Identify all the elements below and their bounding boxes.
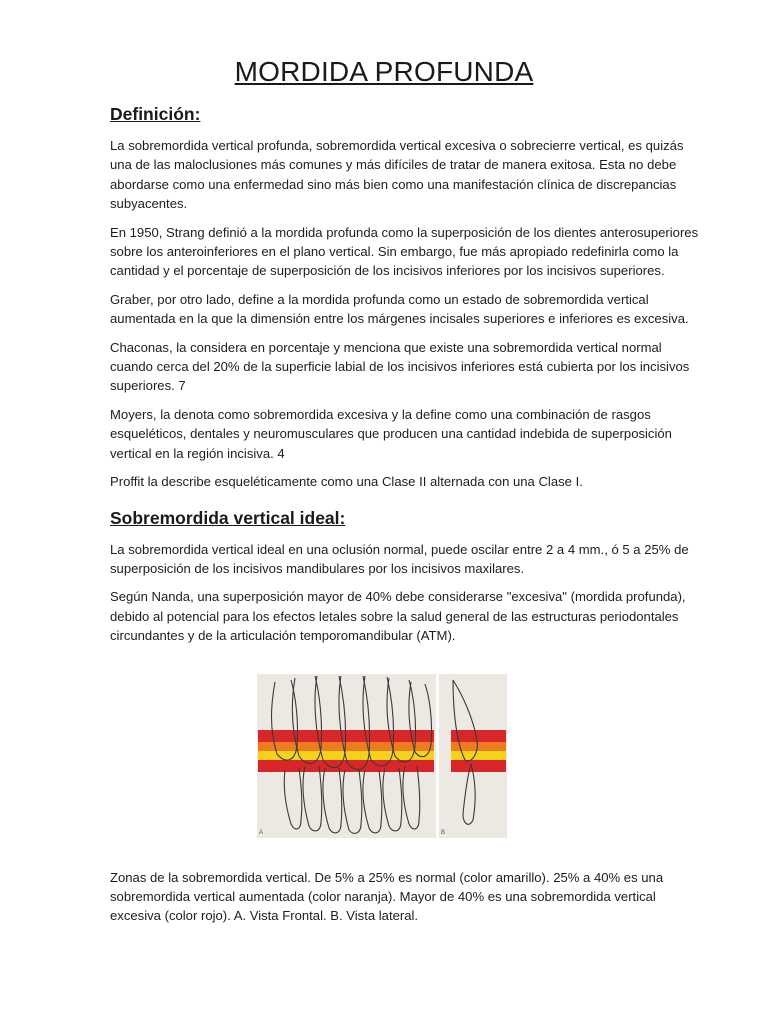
panel-a-label: A	[259, 829, 264, 836]
paragraph: Según Nanda, una superposición mayor de 40% debe considerarse "excesiva" (mordida profunda), debido al potencial para los efectos letales sobre la salud general de las estructuras periodontales circundantes y de la articulación temporomandibular (ATM).	[110, 589, 686, 644]
paragraph: Moyers, la denota como sobremordida excesiva y la define como una combinación de rasgos esqueléticos, dentales y neuromusculares que producen una cantidad indebida de superposición vertical en la región incisiva. 4	[110, 406, 672, 461]
panel-divider	[436, 674, 439, 838]
panel-b-label: B	[441, 829, 446, 836]
overbite-orange-band	[258, 742, 434, 751]
figure-caption: Zonas de la sobremordida vertical. De 5% a 25% es normal (color amarillo). 25% a 40% es una sobremordida vertical aumentada (color naranja). Mayor de 40% es una sobremordida vertical excesiva (color rojo). A. Vista Frontal. B. Vista lateral.	[110, 869, 664, 924]
overbite-zones-figure	[257, 674, 507, 838]
lateral-view-panel	[439, 674, 507, 838]
section-heading-definicion: Definición:	[110, 104, 201, 124]
frontal-view-panel	[257, 674, 436, 838]
paragraph: La sobremordida vertical profunda, sobremordida vertical excesiva o sobrecierre vertical, es quizás una de las maloclusiones más comunes y más difíciles de tratar de manera exitosa. Esta no debe abordarse como una enfermedad sino más bien como una manifestación clínica de discrepancias subyacentes.	[110, 138, 684, 212]
paragraph: Chaconas, la considera en porcentaje y menciona que existe una sobremordida vertical normal cuando cerca del 20% de la superficie labial de los incisivos inferiores está cubierta por los incisivos superiores. 7	[110, 339, 690, 394]
lateral-yellow-band	[451, 751, 506, 760]
paragraph: Proffit la describe esqueléticamente como una Clase II alternada con una Clase I.	[110, 474, 583, 490]
paragraph: Graber, por otro lado, define a la mordida profunda como un estado de sobremordida vertical aumentada en la que la dimensión entre los márgenes incisales superiores e inferiores es excesiva.	[110, 291, 689, 327]
paragraph: En 1950, Strang definió a la mordida profunda como la superposición de los dientes anterosuperiores sobre los anteroinferiores en el plano vertical. Sin embargo, fue más apropiado redefinirla como la cantidad y el porcentaje de superposición de los incisivos inferiores por los incisivos superiores.	[110, 224, 699, 279]
document-title: MORDIDA PROFUNDA	[234, 56, 534, 87]
paragraph: La sobremordida vertical ideal en una oclusión normal, puede oscilar entre 2 a 4 mm., ó 5 a 25% de superposición de los incisivos mandibulares por los incisivos maxilares.	[110, 541, 689, 576]
lateral-red-band-lower	[451, 760, 506, 772]
lateral-red-band	[451, 730, 506, 742]
section-heading-sobremordida-ideal: Sobremordida vertical ideal:	[110, 507, 346, 528]
